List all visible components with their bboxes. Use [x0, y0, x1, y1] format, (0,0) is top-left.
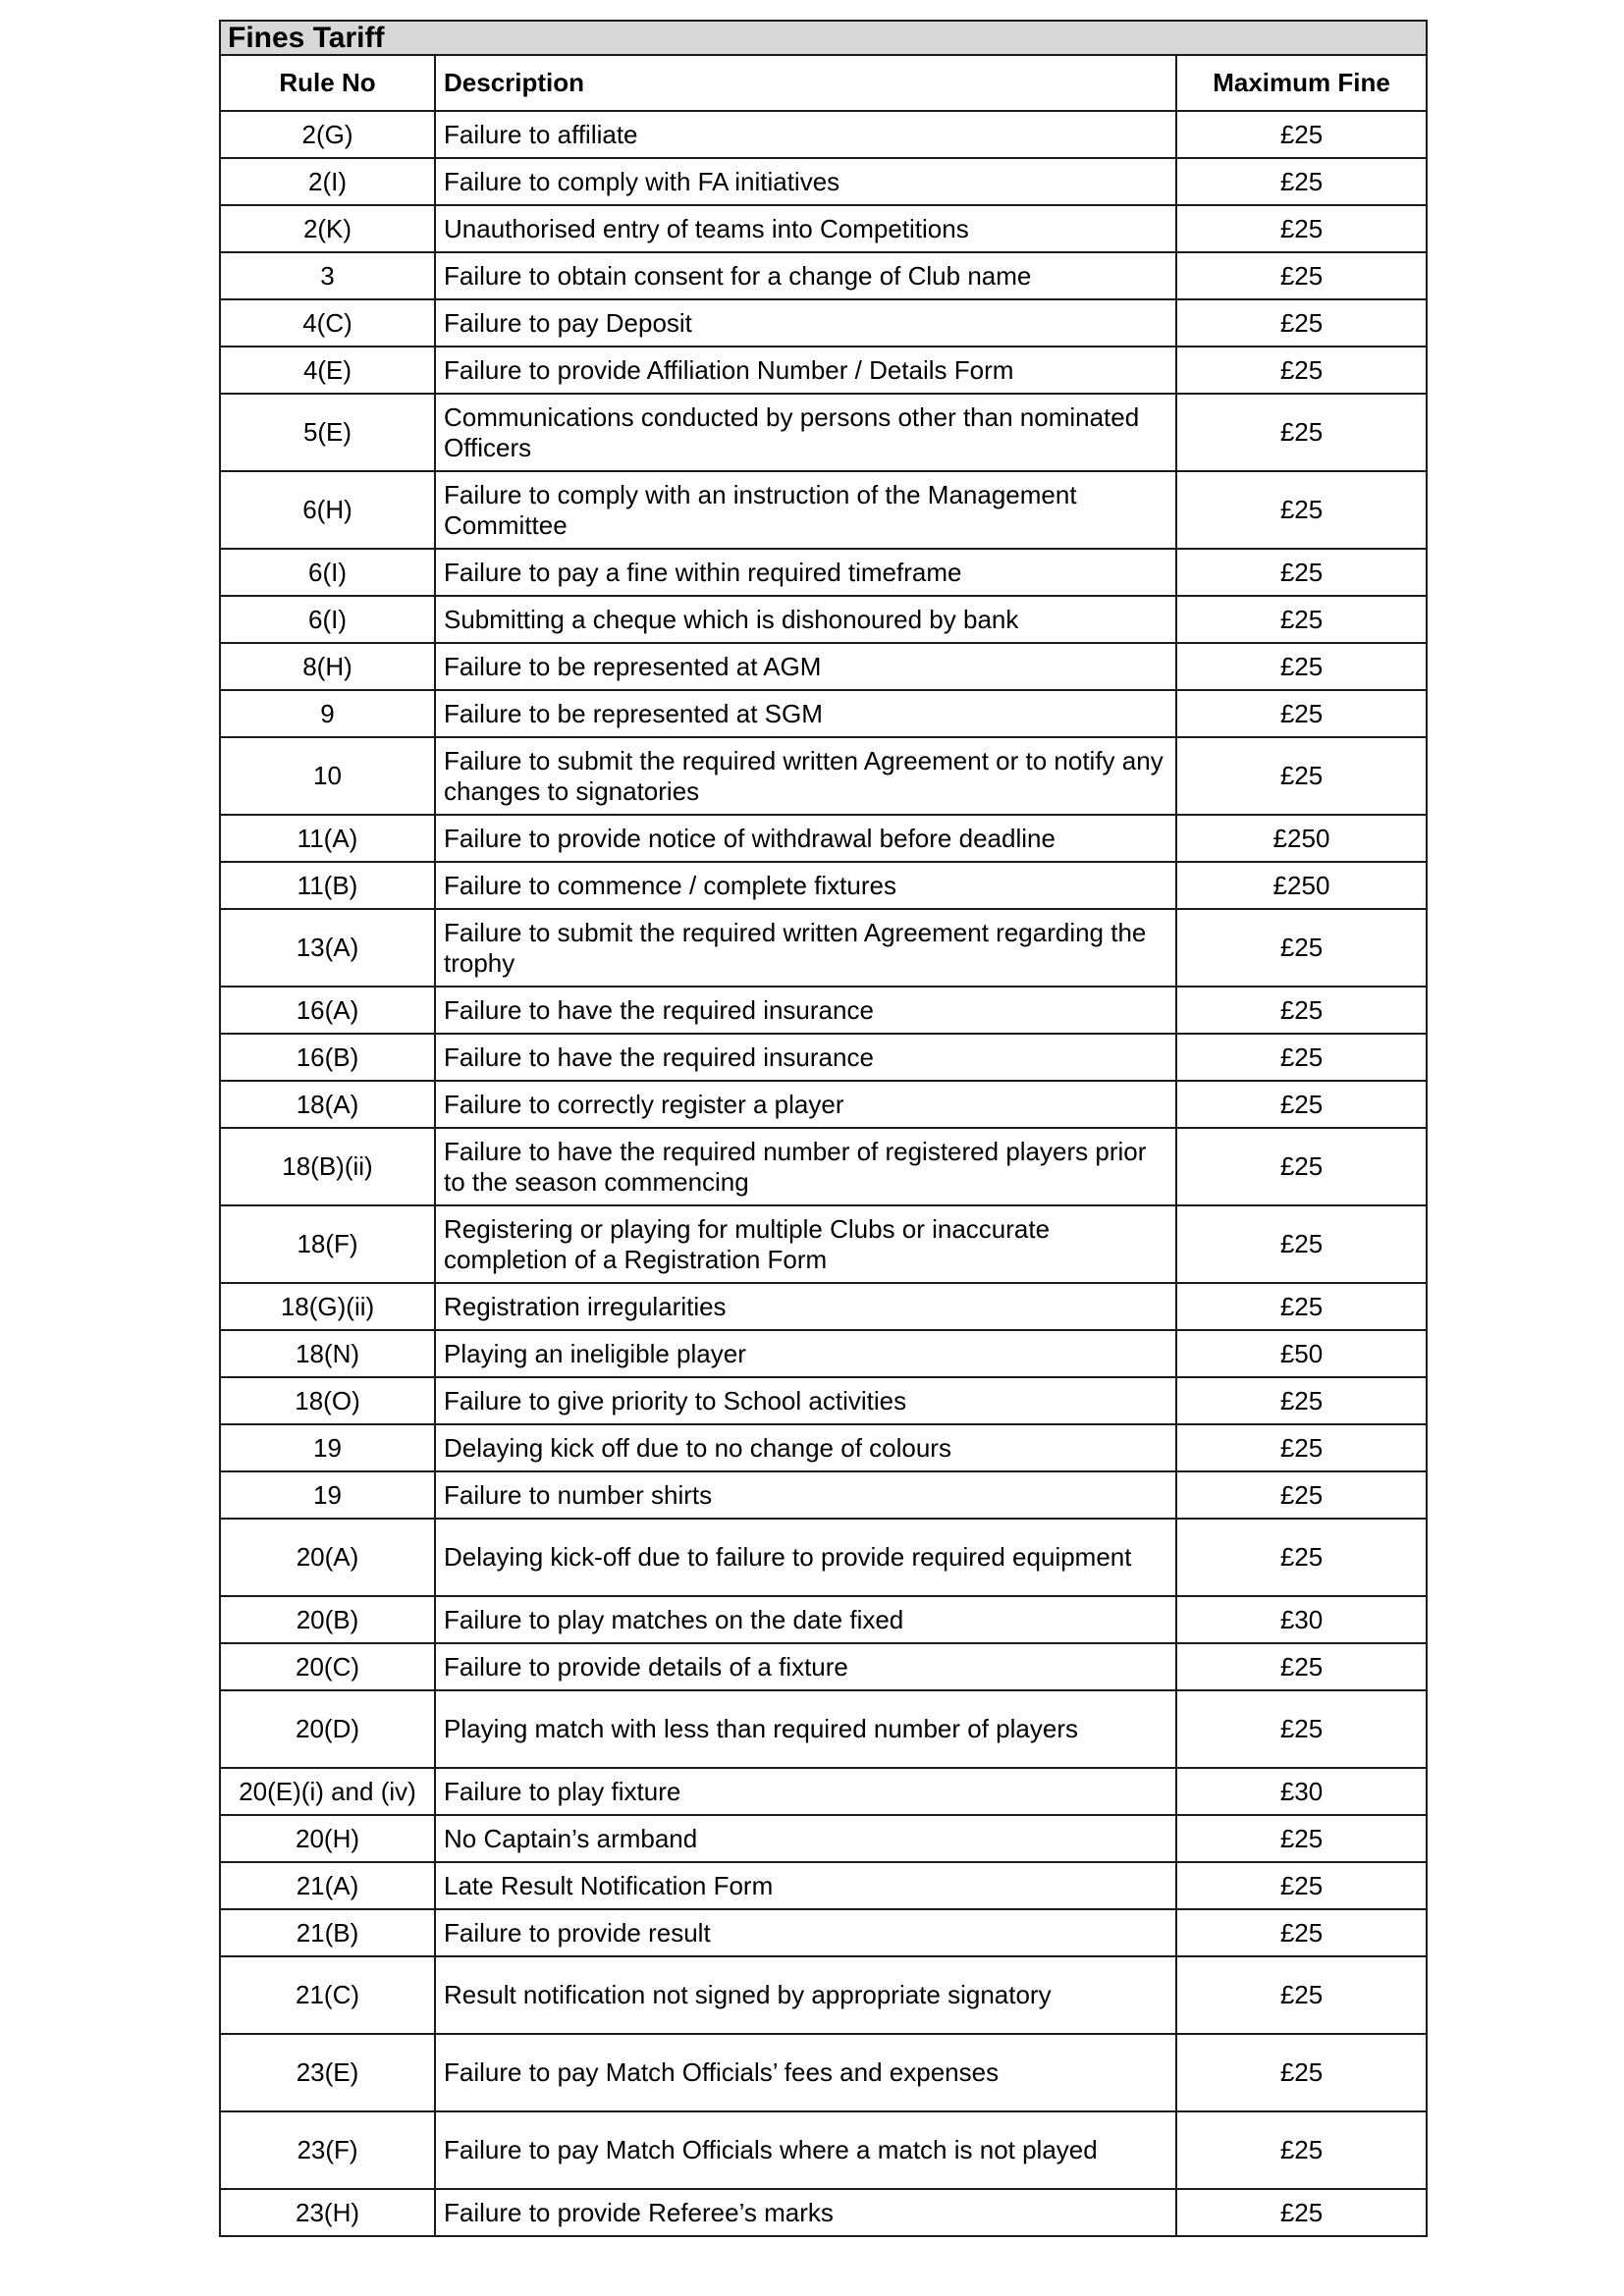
description-cell: Failure to provide Affiliation Number / Details Form — [435, 347, 1176, 394]
table-row — [220, 1768, 1427, 1815]
description-cell: Failure to be represented at AGM — [435, 643, 1176, 690]
maximum-fine-cell: £250 — [1176, 862, 1427, 909]
maximum-fine-cell: £25 — [1176, 299, 1427, 347]
maximum-fine-cell: £25 — [1176, 1034, 1427, 1081]
column-header-rule-no: Rule No — [220, 55, 435, 111]
rule-no-cell: 9 — [220, 690, 435, 737]
description-cell: Failure to comply with FA initiatives — [435, 158, 1176, 205]
rule-no-cell: 21(B) — [220, 1909, 435, 1956]
description-cell: Late Result Notification Form — [435, 1862, 1176, 1909]
maximum-fine-cell: £25 — [1176, 2111, 1427, 2189]
column-header-description: Description — [435, 55, 1176, 111]
description-cell: Result notification not signed by appropriate signatory — [435, 1956, 1176, 2034]
table-row — [220, 987, 1427, 1034]
maximum-fine-cell: £25 — [1176, 1909, 1427, 1956]
rule-no-cell: 23(F) — [220, 2111, 435, 2189]
rule-no-cell: 10 — [220, 737, 435, 815]
rule-no-cell: 16(B) — [220, 1034, 435, 1081]
rule-no-cell: 5(E) — [220, 394, 435, 471]
table-row — [220, 1643, 1427, 1690]
description-cell: Failure to pay Deposit — [435, 299, 1176, 347]
rule-no-cell: 18(A) — [220, 1081, 435, 1128]
description-cell: Failure to comply with an instruction of the Management Committee — [435, 471, 1176, 549]
rule-no-cell: 20(A) — [220, 1519, 435, 1596]
maximum-fine-cell: £25 — [1176, 471, 1427, 549]
description-cell: Failure to number shirts — [435, 1471, 1176, 1519]
maximum-fine-cell: £25 — [1176, 1081, 1427, 1128]
rule-no-cell: 2(G) — [220, 111, 435, 158]
rule-no-cell: 3 — [220, 252, 435, 299]
maximum-fine-cell: £25 — [1176, 1862, 1427, 1909]
rule-no-cell: 19 — [220, 1471, 435, 1519]
rule-no-cell: 20(B) — [220, 1596, 435, 1643]
description-cell: Failure to commence / complete fixtures — [435, 862, 1176, 909]
description-cell: Failure to give priority to School activities — [435, 1377, 1176, 1424]
maximum-fine-cell: £25 — [1176, 1690, 1427, 1768]
description-cell: Registration irregularities — [435, 1283, 1176, 1330]
table-row — [220, 2034, 1427, 2111]
table-row — [220, 252, 1427, 299]
table-row — [220, 158, 1427, 205]
description-cell: No Captain’s armband — [435, 1815, 1176, 1862]
description-cell: Failure to pay Match Officials’ fees and expenses — [435, 2034, 1176, 2111]
table-row — [220, 299, 1427, 347]
description-cell: Failure to provide Referee’s marks — [435, 2189, 1176, 2236]
maximum-fine-cell: £25 — [1176, 1471, 1427, 1519]
maximum-fine-cell: £25 — [1176, 1377, 1427, 1424]
maximum-fine-cell: £25 — [1176, 1956, 1427, 2034]
table-row — [220, 1128, 1427, 1205]
maximum-fine-cell: £25 — [1176, 1519, 1427, 1596]
table-row — [220, 1596, 1427, 1643]
description-cell: Failure to obtain consent for a change of Club name — [435, 252, 1176, 299]
maximum-fine-cell: £25 — [1176, 987, 1427, 1034]
rule-no-cell: 23(H) — [220, 2189, 435, 2236]
table-row — [220, 394, 1427, 471]
rule-no-cell: 18(G)(ii) — [220, 1283, 435, 1330]
table-row — [220, 1034, 1427, 1081]
table-row — [220, 111, 1427, 158]
description-cell: Playing match with less than required number of players — [435, 1690, 1176, 1768]
maximum-fine-cell: £25 — [1176, 158, 1427, 205]
rule-no-cell: 20(H) — [220, 1815, 435, 1862]
maximum-fine-cell: £25 — [1176, 1815, 1427, 1862]
description-cell: Failure to provide details of a fixture — [435, 1643, 1176, 1690]
table-row — [220, 347, 1427, 394]
description-cell: Failure to correctly register a player — [435, 1081, 1176, 1128]
rule-no-cell: 19 — [220, 1424, 435, 1471]
table-row — [220, 1205, 1427, 1283]
maximum-fine-cell: £25 — [1176, 394, 1427, 471]
table-row — [220, 2111, 1427, 2189]
maximum-fine-cell: £25 — [1176, 643, 1427, 690]
table-row — [220, 1909, 1427, 1956]
table-row — [220, 1862, 1427, 1909]
rule-no-cell: 4(C) — [220, 299, 435, 347]
maximum-fine-cell: £25 — [1176, 596, 1427, 643]
description-cell: Delaying kick-off due to failure to provide required equipment — [435, 1519, 1176, 1596]
table-row — [220, 815, 1427, 862]
description-cell: Unauthorised entry of teams into Competitions — [435, 205, 1176, 252]
rule-no-cell: 18(B)(ii) — [220, 1128, 435, 1205]
description-cell: Communications conducted by persons other than nominated Officers — [435, 394, 1176, 471]
column-header-maximum-fine: Maximum Fine — [1176, 55, 1427, 111]
description-cell: Failure to pay a fine within required timeframe — [435, 549, 1176, 596]
rule-no-cell: 6(I) — [220, 596, 435, 643]
rule-no-cell: 20(D) — [220, 1690, 435, 1768]
rule-no-cell: 21(A) — [220, 1862, 435, 1909]
rule-no-cell: 18(F) — [220, 1205, 435, 1283]
maximum-fine-cell: £25 — [1176, 2034, 1427, 2111]
rule-no-cell: 20(E)(i) and (iv) — [220, 1768, 435, 1815]
table-title: Fines Tariff — [220, 21, 1427, 55]
description-cell: Failure to submit the required written Agreement regarding the trophy — [435, 909, 1176, 987]
description-cell: Failure to provide result — [435, 1909, 1176, 1956]
description-cell: Failure to submit the required written Agreement or to notify any changes to signatories — [435, 737, 1176, 815]
maximum-fine-cell: £25 — [1176, 690, 1427, 737]
description-cell: Submitting a cheque which is dishonoured by bank — [435, 596, 1176, 643]
rule-no-cell: 21(C) — [220, 1956, 435, 2034]
table-row — [220, 1471, 1427, 1519]
fines-tariff-table — [219, 20, 1428, 2237]
description-cell: Failure to play fixture — [435, 1768, 1176, 1815]
description-cell: Failure to provide notice of withdrawal before deadline — [435, 815, 1176, 862]
table-row — [220, 690, 1427, 737]
description-cell: Failure to have the required insurance — [435, 1034, 1176, 1081]
table-row — [220, 1377, 1427, 1424]
table-body — [220, 111, 1427, 2236]
table-row — [220, 1081, 1427, 1128]
rule-no-cell: 13(A) — [220, 909, 435, 987]
rule-no-cell: 8(H) — [220, 643, 435, 690]
rule-no-cell: 18(N) — [220, 1330, 435, 1377]
description-cell: Failure to have the required number of registered players prior to the season commencing — [435, 1128, 1176, 1205]
rule-no-cell: 18(O) — [220, 1377, 435, 1424]
table-row — [220, 549, 1427, 596]
table-row — [220, 1815, 1427, 1862]
table-row — [220, 471, 1427, 549]
maximum-fine-cell: £25 — [1176, 909, 1427, 987]
description-cell: Failure to have the required insurance — [435, 987, 1176, 1034]
maximum-fine-cell: £25 — [1176, 205, 1427, 252]
description-cell: Failure to be represented at SGM — [435, 690, 1176, 737]
table-row — [220, 643, 1427, 690]
maximum-fine-cell: £50 — [1176, 1330, 1427, 1377]
description-cell: Failure to pay Match Officials where a match is not played — [435, 2111, 1176, 2189]
table-title-row — [220, 21, 1427, 55]
maximum-fine-cell: £25 — [1176, 2189, 1427, 2236]
rule-no-cell: 2(I) — [220, 158, 435, 205]
rule-no-cell: 11(A) — [220, 815, 435, 862]
maximum-fine-cell: £25 — [1176, 1128, 1427, 1205]
maximum-fine-cell: £25 — [1176, 1424, 1427, 1471]
table-row — [220, 1330, 1427, 1377]
table-row — [220, 596, 1427, 643]
table-row — [220, 1690, 1427, 1768]
maximum-fine-cell: £25 — [1176, 1283, 1427, 1330]
maximum-fine-cell: £250 — [1176, 815, 1427, 862]
maximum-fine-cell: £25 — [1176, 252, 1427, 299]
maximum-fine-cell: £30 — [1176, 1596, 1427, 1643]
description-cell: Registering or playing for multiple Clubs or inaccurate completion of a Registration Form — [435, 1205, 1176, 1283]
description-cell: Playing an ineligible player — [435, 1330, 1176, 1377]
maximum-fine-cell: £25 — [1176, 549, 1427, 596]
table-row — [220, 1519, 1427, 1596]
maximum-fine-cell: £30 — [1176, 1768, 1427, 1815]
table-row — [220, 1283, 1427, 1330]
rule-no-cell: 4(E) — [220, 347, 435, 394]
rule-no-cell: 11(B) — [220, 862, 435, 909]
table-row — [220, 909, 1427, 987]
table-row — [220, 205, 1427, 252]
maximum-fine-cell: £25 — [1176, 1205, 1427, 1283]
table-row — [220, 1956, 1427, 2034]
table-row — [220, 737, 1427, 815]
table-row — [220, 2189, 1427, 2236]
rule-no-cell: 23(E) — [220, 2034, 435, 2111]
maximum-fine-cell: £25 — [1176, 737, 1427, 815]
rule-no-cell: 16(A) — [220, 987, 435, 1034]
maximum-fine-cell: £25 — [1176, 1643, 1427, 1690]
rule-no-cell: 20(C) — [220, 1643, 435, 1690]
rule-no-cell: 6(H) — [220, 471, 435, 549]
description-cell: Delaying kick off due to no change of colours — [435, 1424, 1176, 1471]
table-header-row — [220, 55, 1427, 111]
description-cell: Failure to affiliate — [435, 111, 1176, 158]
description-cell: Failure to play matches on the date fixed — [435, 1596, 1176, 1643]
maximum-fine-cell: £25 — [1176, 347, 1427, 394]
rule-no-cell: 2(K) — [220, 205, 435, 252]
maximum-fine-cell: £25 — [1176, 111, 1427, 158]
table-row — [220, 1424, 1427, 1471]
rule-no-cell: 6(I) — [220, 549, 435, 596]
table-row — [220, 862, 1427, 909]
